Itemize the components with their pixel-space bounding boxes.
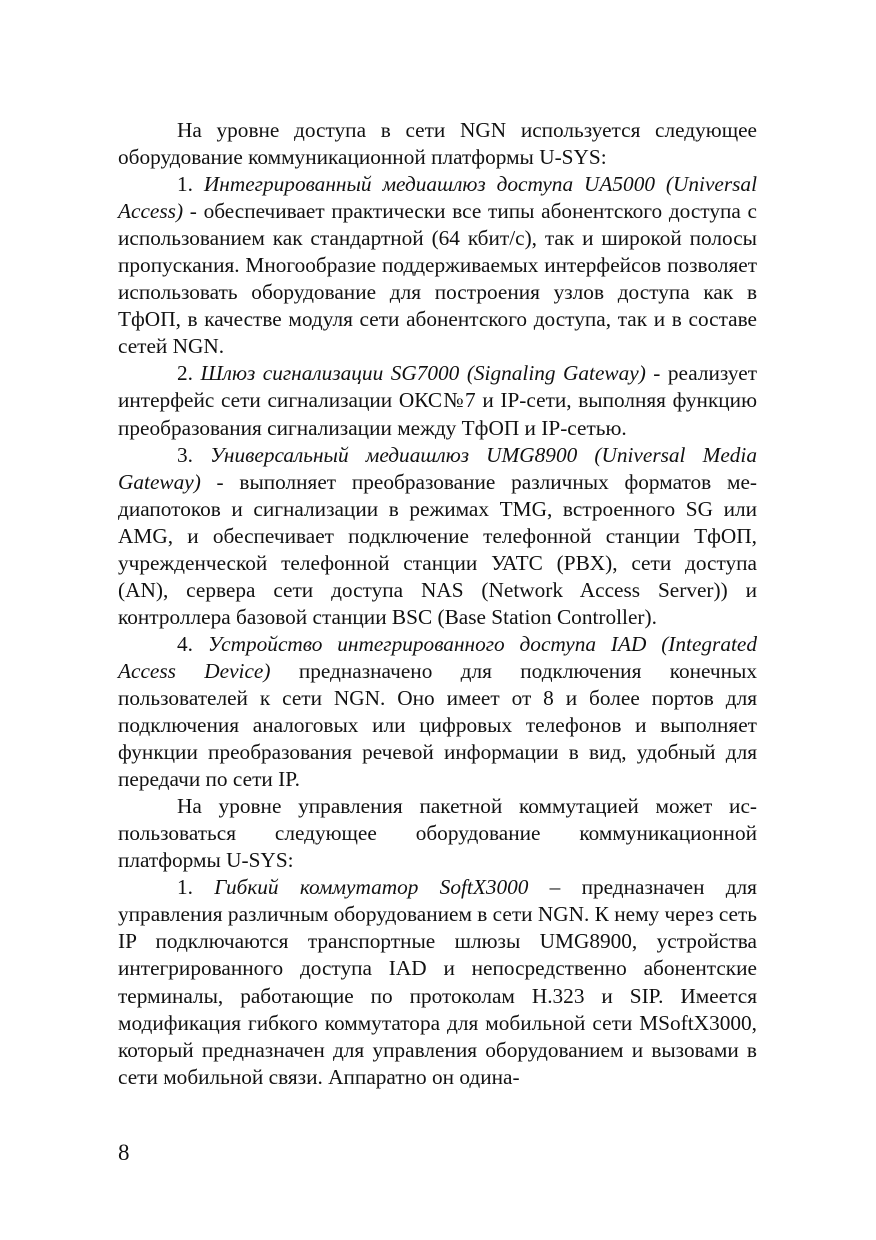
- item-title: Гибкий коммутатор SoftX3000: [214, 875, 529, 900]
- item-text: - реализует интерфейс сети сигнализации ОКС№7 и IP-сети, выполняя функцию преобразования сигнализации между ТфОП и IP-сетью.: [118, 361, 757, 440]
- item-text: – предназначен для управления различным оборудованием в сети NGN. К нему через сеть IP подключаются транспортные шлюзы UMG8900, устройства интегрированного доступа IAD и непосредственно абонентские терминалы, работающие по протоколам H.323 и SIP. Имеется модификация гибкого коммутатора для мобильной сети MSoftX3000, который предназначен для управления оборудованием и вызовами в сети мобильной связи. Аппаратно он одина-: [118, 875, 758, 1089]
- item-number: 4.: [177, 631, 193, 656]
- item-title: Устройство интегрированного доступа IAD (Integrated Access Device): [118, 631, 757, 683]
- item-text: - обеспечивает практически все типы абонентского доступа с использованием как стандартной (64 кбит/с), так и широкой полосы пропускания. Многообразие поддерживаемых интерфейсов позволяет использовать оборудование для построения узлов доступа как в ТфОП, в качестве модуля сети абонентского доступа, так и в составе сетей NGN.: [118, 199, 757, 359]
- item-number: 3.: [177, 442, 193, 467]
- paragraph-intro-access: [118, 117, 757, 171]
- list-item-sg7000: [118, 360, 757, 441]
- list-item-softx3000: [118, 874, 757, 1090]
- page-body: [118, 117, 757, 1091]
- item-title: Универсальный медиашлюз UMG8900 (Universal Media Gateway): [118, 442, 757, 494]
- paragraph-text: На уровне управления пакетной коммутацией может использоваться следующее оборудование коммуникационной платформы U-SYS:: [118, 794, 757, 873]
- list-item-ua5000: [118, 171, 757, 360]
- paragraph-text: На уровне доступа в сети NGN используется следующее оборудование коммуникационной платформы U-SYS:: [118, 118, 757, 170]
- item-text: предназначено для подключения конечных пользователей к сети NGN. Оно имеет от 8 и более портов для подключения аналоговых или цифровых телефонов и выполняет функции преобразования речевой информации в вид, удобный для передачи по сети IP.: [118, 658, 757, 792]
- item-number: 1.: [177, 875, 193, 900]
- item-number: 2.: [177, 361, 193, 386]
- item-text: - выполняет преобразование различных форматов медиапотоков и сигнализации в режимах TMG, встроенного SG или AMG, и обеспечивает подключение телефонной станции ТфОП, учрежденческой телефонной станции УАТС (PBX), сети доступа (AN), сервера сети доступа NAS (Network Access Server)) и контроллера базовой станции BSC (Base Station Controller).: [118, 469, 757, 629]
- item-number: 1.: [177, 172, 193, 197]
- page-number: 8: [118, 1140, 130, 1165]
- list-item-iad: [118, 631, 757, 793]
- paragraph-intro-control: [118, 793, 757, 874]
- item-title: Интегрированный медиашлюз доступа UA5000 (Universal Access): [118, 172, 757, 224]
- list-item-umg8900: [118, 442, 757, 631]
- item-title: Шлюз сигнализации SG7000 (Signaling Gateway): [200, 361, 646, 386]
